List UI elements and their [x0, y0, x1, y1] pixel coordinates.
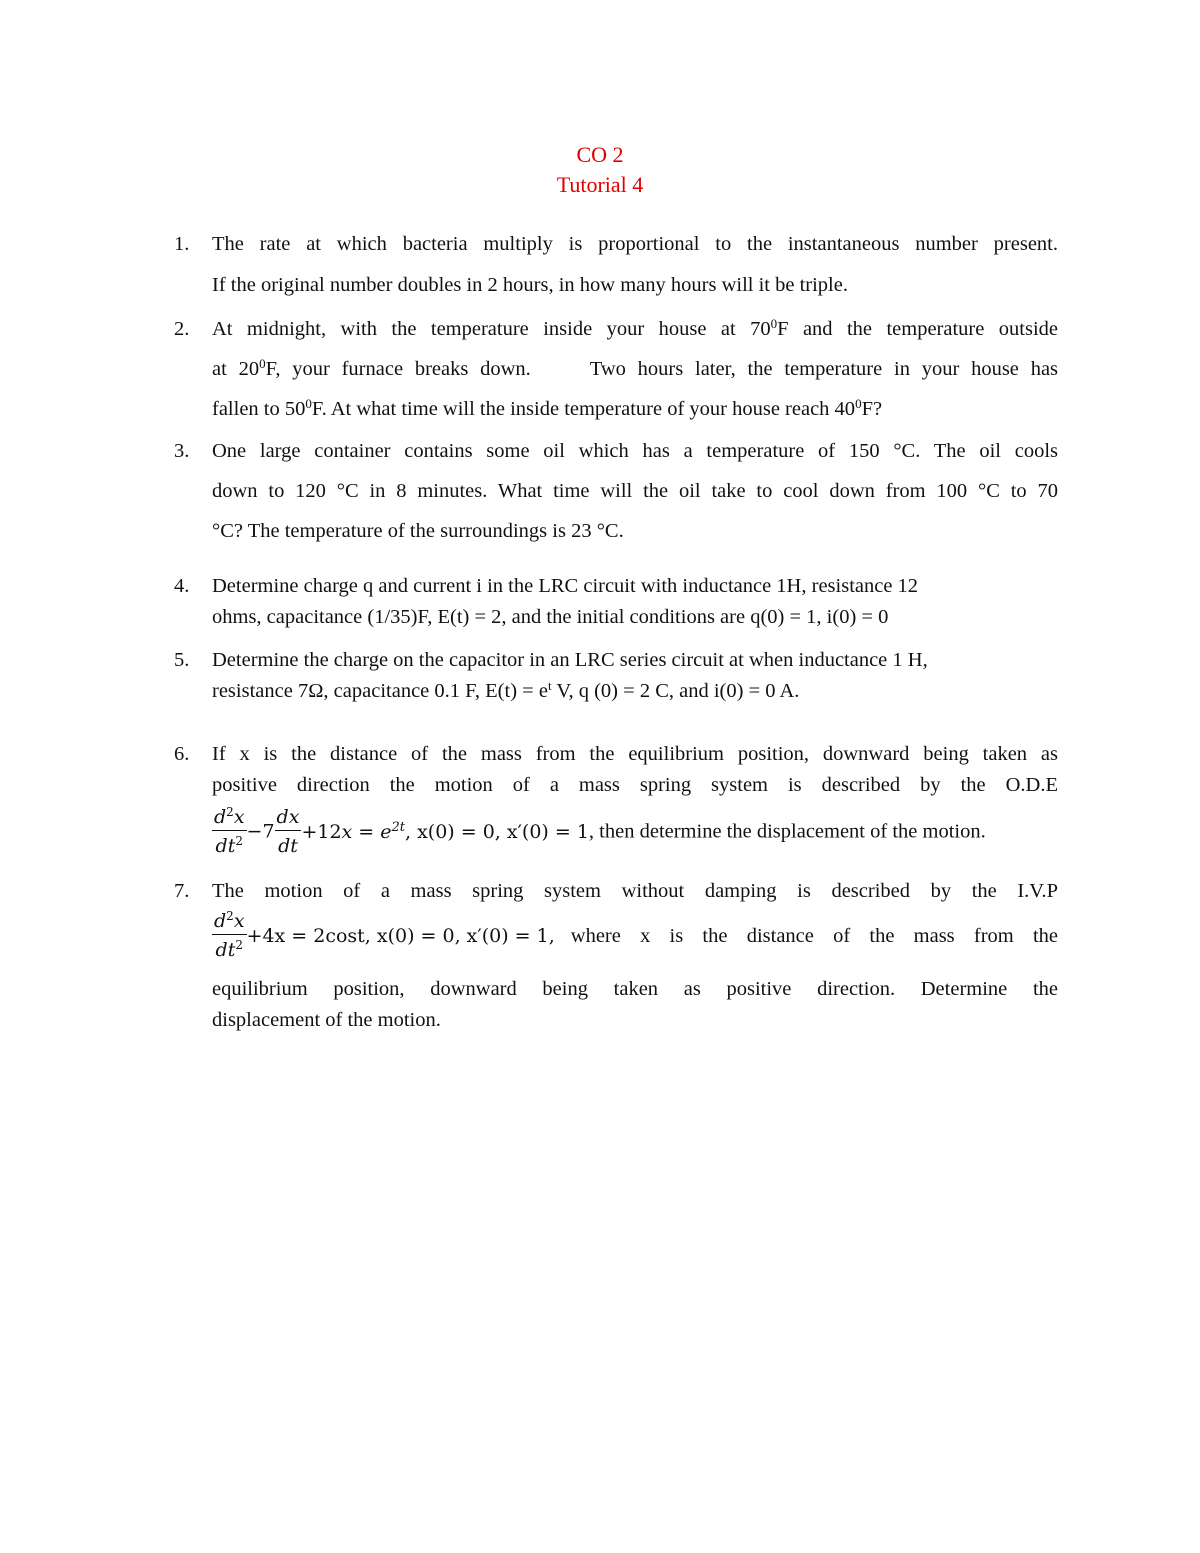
question-number: 6. — [174, 743, 190, 765]
second-derivative-fraction: $\frac{d^2x}{dt^2}$ — [214, 909, 245, 961]
question-2 — [174, 309, 1059, 429]
question-7-equation-line — [212, 909, 1058, 962]
question-1-line-1: The rate at which bacteria multiply is proportional to the instantaneous number present. — [212, 233, 1058, 255]
question-1-line-2: If the original number doubles in 2 hours, in how many hours will it be triple. — [212, 274, 848, 296]
question-6-equation-line: $\frac{d^2x}{dt^2}$ −7 $\frac{dx}{dt}$ $+12x = e^{2t}$, x(0) = 0, x′(0) = 1, then determine the displacement of the motion. — [214, 805, 986, 857]
question-number: 5. — [174, 649, 190, 671]
question-6-line-2: positive direction the motion of a mass spring system is described by the O.D.E — [212, 774, 1058, 796]
question-5-line-2: resistance 7Ω, capacitance 0.1 F, $E(t) = e^t$ V, q (0) = 2 C, and i(0) = 0 A. — [212, 678, 800, 702]
question-7-line-4: displacement of the motion. — [212, 1009, 441, 1031]
question-6 — [174, 739, 1058, 858]
tutorial-title: Tutorial 4 — [556, 172, 644, 197]
question-number: 4. — [174, 575, 190, 597]
question-7-line-1: The motion of a mass spring system without damping is described by the I.V.P — [212, 880, 1058, 902]
question-number: 2. — [174, 318, 190, 340]
question-number: 7. — [174, 880, 190, 902]
course-code: CO 2 — [576, 142, 624, 167]
question-2-line-1: At midnight, with the temperature inside your house at $70^0F$ and the temperature outside — [212, 316, 1058, 340]
question-5 — [174, 645, 1058, 707]
question-4 — [174, 571, 1058, 633]
question-3 — [174, 431, 1058, 551]
question-6-tail: , then determine the displacement of the motion. — [588, 820, 986, 843]
question-4-line-2: ohms, capacitance (1/35)F, E(t) = 2, and the initial conditions are q(0) = 1, i(0) = 0 — [212, 606, 889, 628]
question-number: 3. — [174, 440, 190, 462]
question-7 — [174, 876, 1058, 1036]
question-6-line-1: If x is the distance of the mass from the equilibrium position, downward being taken as — [212, 743, 1058, 765]
question-7-line-3: equilibrium position, downward being taken as positive direction. Determine the — [212, 978, 1058, 1000]
question-4-line-1: Determine charge q and current i in the LRC circuit with inductance 1H, resistance 12 — [212, 575, 919, 597]
first-derivative-fraction: $\frac{dx}{dt}$ — [276, 806, 300, 857]
question-2-line-3: fallen to $50^0F$. At what time will the inside temperature of your house reach $40^0F$? — [212, 396, 883, 420]
question-7-line-2-tail: where x is the distance of the mass from the — [570, 924, 1058, 947]
question-5-line-1: Determine the charge on the capacitor in an LRC series circuit at when inductance 1 H, — [212, 649, 928, 671]
ivp-expression: +4x = 2cost, x(0) = 0, x′(0) = 1, — [246, 924, 555, 947]
question-1 — [174, 224, 1058, 306]
question-number: 1. — [174, 233, 190, 255]
ode-expression: $+12x = e^{2t}$, x(0) = 0, x′(0) = 1 — [301, 819, 589, 843]
question-3-line-1: One large container contains some oil which has a temperature of 150 °C. The oil cools — [212, 440, 1058, 462]
question-3-line-2: down to 120 °C in 8 minutes. What time will the oil take to cool down from 100 °C to 70 — [212, 480, 1058, 502]
second-derivative-fraction: $\frac{d^2x}{dt^2}$ — [214, 805, 245, 857]
question-2-line-2: at $20^0F$, your furnace breaks down. Two hours later, the temperature in your house has — [212, 356, 1059, 380]
document-header — [0, 140, 1200, 200]
question-3-line-3: °C? The temperature of the surroundings is 23 °C. — [212, 520, 624, 542]
